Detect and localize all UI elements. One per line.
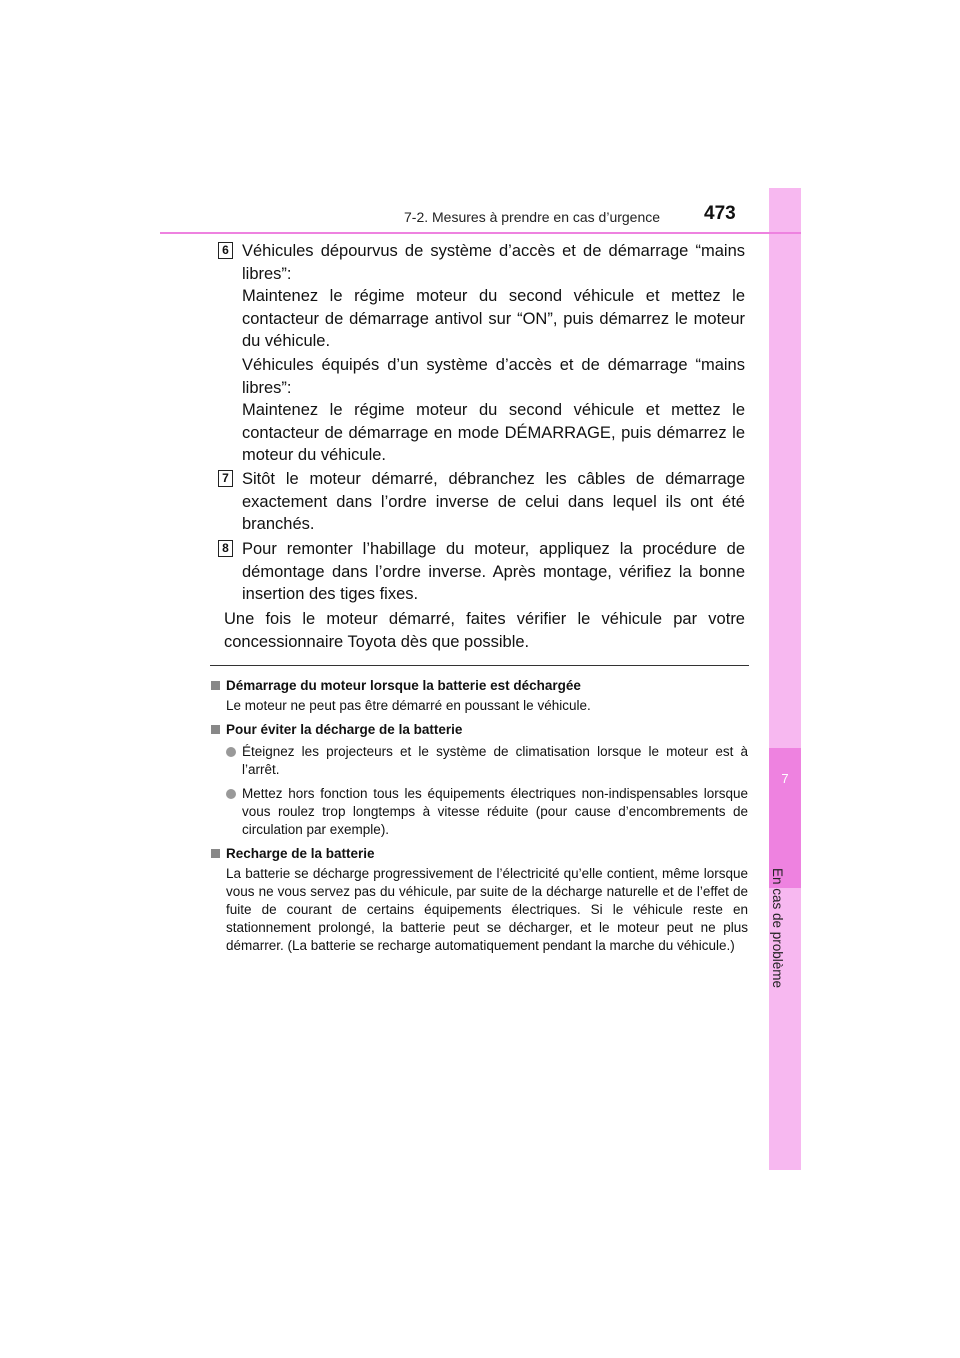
note-body: Le moteur ne peut pas être démarré en poussant le véhicule. xyxy=(226,698,591,713)
final-note-text: Une fois le moteur démarré, faites vérifier le véhicule par votre concessionnaire Toyota dès que possible. xyxy=(224,610,745,651)
square-bullet-icon xyxy=(211,849,220,858)
list-item xyxy=(210,743,748,779)
square-bullet-icon xyxy=(211,681,220,690)
step-6-text-a xyxy=(242,240,745,353)
step-6-text-b xyxy=(242,354,745,467)
note-title: Recharge de la batterie xyxy=(226,846,375,861)
step-8-text: Pour remonter l’habillage du moteur, appliquez la procédure de démontage dans l’ordre inverse. Après montage, vérifiez la bonne insertion des tiges fixes. xyxy=(242,540,745,603)
square-bullet-icon xyxy=(211,725,220,734)
chapter-number: 7 xyxy=(781,771,789,786)
note-heading xyxy=(210,845,748,863)
round-bullet-icon xyxy=(226,789,236,799)
bullet-text: Mettez hors fonction tous les équipements électriques non-indispensables lorsque vous roulez trop longtemps à vitesse réduite (pour cause d’encombrements de circulation par exemple). xyxy=(242,786,748,837)
chapter-side-tab xyxy=(769,188,801,1170)
page-number: 473 xyxy=(704,203,736,224)
note-heading xyxy=(210,721,748,739)
step-6-condition-a: Véhicules dépourvus de système d’accès et de démarrage “mains libres”: xyxy=(242,242,745,283)
step-8-badge: 8 xyxy=(218,540,233,557)
step-6-instruction-b: Maintenez le régime moteur du second véhicule et mettez le contacteur de démarrage en mode DÉMARRAGE, puis démarrez le moteur du véhicule. xyxy=(242,401,745,464)
notes-section xyxy=(210,674,748,955)
notes-divider xyxy=(210,665,749,666)
chapter-title: En cas de problème xyxy=(770,867,785,989)
step-6-condition-b: Véhicules équipés d’un système d’accès et de démarrage “mains libres”: xyxy=(242,356,745,397)
note-body: La batterie se décharge progressivement de l’électricité qu’elle contient, même lorsque vous ne vous servez pas du véhicule, par suite de la décharge naturelle et de l’effet de fuite de courant de certains équipements électriques. Si le véhicule reste en stationnement prolongé, la batterie peut se décharger, et le moteur peut ne plus démarrer. (La batterie se recharge automatiquement pendant la marche du véhicule.) xyxy=(226,866,748,953)
step-6-instruction-a: Maintenez le régime moteur du second véhicule et mettez le contacteur de démarrage antivol sur “ON”, puis démarrez le moteur du véhicule. xyxy=(242,287,745,350)
note-title: Démarrage du moteur lorsque la batterie est déchargée xyxy=(226,678,581,693)
step-6-badge: 6 xyxy=(218,242,233,259)
note-title: Pour éviter la décharge de la batterie xyxy=(226,722,463,737)
list-item xyxy=(210,785,748,839)
step-7-badge: 7 xyxy=(218,470,233,487)
round-bullet-icon xyxy=(226,747,236,757)
step-7-text: Sitôt le moteur démarré, débranchez les câbles de démarrage exactement dans l’ordre inverse de celui dans lequel ils ont été branchés. xyxy=(242,470,745,533)
section-title: 7-2. Mesures à prendre en cas d’urgence xyxy=(404,209,661,225)
header-rule xyxy=(160,232,801,234)
bullet-text: Éteignez les projecteurs et le système de climatisation lorsque le moteur est à l’arrêt. xyxy=(242,744,748,777)
note-heading xyxy=(210,677,748,695)
